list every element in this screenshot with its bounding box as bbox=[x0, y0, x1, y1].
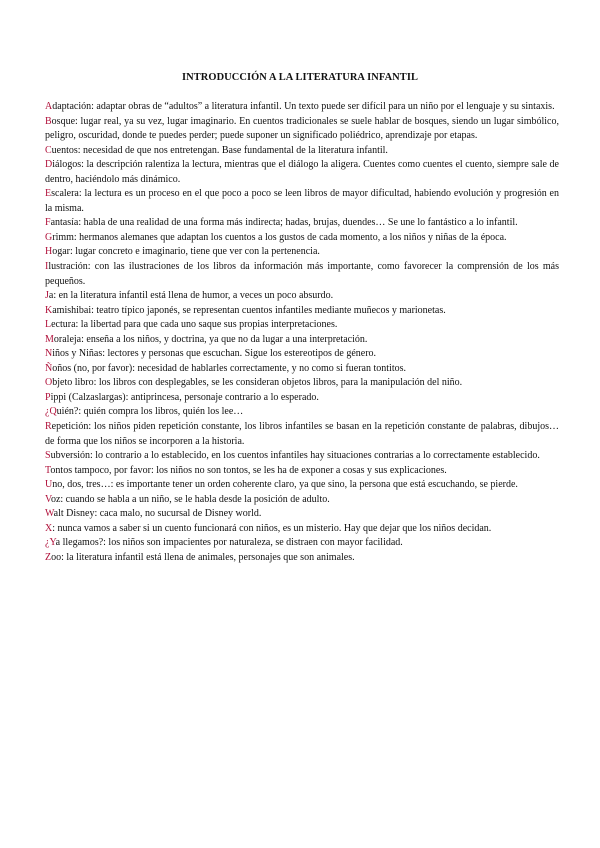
entry-text: iños y Niñas: lectores y personas que escuchan. Sigue los estereotipos de género. bbox=[52, 348, 377, 360]
entry-text: lustración: con las ilustraciones de los libros da información más importante, como favorecer la comprensión de los más pequeños. bbox=[45, 261, 559, 287]
entry-text: antasía: habla de una realidad de una forma más indirecta; hadas, brujas, duendes… Se une lo fantástico a lo infantil. bbox=[50, 217, 518, 229]
glossary-entry bbox=[45, 318, 559, 333]
entry-text: : nunca vamos a saber si un cuento funcionará con niños, es un misterio. Hay que dejar que los niños decidan. bbox=[52, 522, 492, 534]
entry-text: daptación: adaptar obras de “adultos” a literatura infantil. Un texto puede ser difícil para un niño por el lenguaje y su sintaxis. bbox=[52, 101, 555, 112]
entry-initial: F bbox=[45, 217, 51, 229]
entry-initial: D bbox=[45, 159, 53, 171]
entry-initial: I bbox=[45, 261, 49, 273]
glossary-list bbox=[45, 100, 559, 566]
entry-text: no, dos, tres…: es importante tener un orden coherente claro, ya que sino, la persona que está escuchando, se pierde. bbox=[52, 479, 518, 491]
entry-text: ogar: lugar concreto e imaginario, tiene que ver con la pertenencia. bbox=[52, 246, 320, 258]
entry-initial: M bbox=[45, 333, 54, 345]
glossary-entry bbox=[45, 187, 559, 216]
entry-initial: C bbox=[45, 144, 52, 156]
glossary-entry bbox=[45, 231, 559, 246]
glossary-entry bbox=[45, 216, 559, 231]
glossary-entry bbox=[45, 115, 559, 144]
glossary-entry bbox=[45, 478, 559, 493]
entry-initial: E bbox=[45, 188, 52, 200]
glossary-entry bbox=[45, 405, 559, 420]
entry-text: epetición: los niños piden repetición constante, los libros infantiles se basan en la repetición constante de palabras, dibujos… de forma que los niños se incorporen a la historia. bbox=[45, 421, 559, 447]
entry-text: oraleja: enseña a los niños, y doctrina, ya que no da lugar a una interpretación. bbox=[53, 333, 368, 345]
glossary-entry bbox=[45, 391, 559, 406]
entry-text: a llegamos?: los niños son impacientes por naturaleza, se distraen con mayor facilidad. bbox=[55, 537, 403, 549]
entry-initial: S bbox=[45, 450, 51, 462]
glossary-entry bbox=[45, 144, 559, 159]
entry-initial: X bbox=[45, 522, 53, 534]
glossary-entry bbox=[45, 100, 559, 115]
entry-text: scalera: la lectura es un proceso en el que poco a poco se leen libros de mayor dificultad, habiendo evolución y progresión en la misma. bbox=[45, 188, 559, 214]
entry-initial: V bbox=[45, 493, 51, 505]
entry-initial: P bbox=[45, 391, 51, 403]
entry-initial: G bbox=[45, 231, 53, 243]
entry-initial: ¿Q bbox=[45, 406, 57, 418]
entry-initial: L bbox=[45, 319, 52, 331]
entry-initial: J bbox=[45, 290, 49, 302]
glossary-entry bbox=[45, 507, 559, 522]
glossary-entry bbox=[45, 522, 559, 537]
entry-initial: B bbox=[45, 115, 52, 127]
entry-initial: ¿Y bbox=[45, 537, 56, 549]
entry-initial: W bbox=[45, 508, 54, 520]
entry-text: oños (no, por favor): necesidad de hablarles correctamente, y no como si fueran tontitos. bbox=[52, 362, 407, 374]
entry-text: bjeto libro: los libros con desplegables, se les consideran objetos libros, para la manipulación del niño. bbox=[52, 377, 463, 389]
entry-initial: H bbox=[45, 246, 53, 258]
entry-initial: Z bbox=[45, 551, 52, 563]
document-title: INTRODUCCIÓN A LA LITERATURA INFANTIL bbox=[182, 72, 418, 83]
entry-initial: O bbox=[45, 377, 53, 389]
entry-initial: N bbox=[45, 348, 53, 360]
glossary-entry bbox=[45, 289, 559, 304]
entry-initial: A bbox=[45, 101, 53, 112]
entry-text: ontos tampoco, por favor: los niños no son tontos, se les ha de exponer a cosas y sus explicaciones. bbox=[50, 464, 447, 476]
entry-initial: T bbox=[45, 464, 51, 476]
glossary-entry bbox=[45, 362, 559, 377]
entry-text: ippi (Calzaslargas): antiprincesa, personaje contrario a lo esperado. bbox=[50, 391, 319, 403]
entry-initial: U bbox=[45, 479, 53, 491]
glossary-entry bbox=[45, 158, 559, 187]
entry-text: a: en la literatura infantil está llena de humor, a veces un poco absurdo. bbox=[48, 290, 334, 302]
entry-text: ectura: la libertad para que cada uno saque sus propias interpretaciones. bbox=[51, 319, 338, 331]
entry-text: alt Disney: caca malo, no sucursal de Disney world. bbox=[53, 508, 262, 520]
entry-text: ubversión: lo contrario a lo establecido, en los cuentos infantiles hay situaciones contrarias a lo correctamente establecido. bbox=[50, 450, 540, 462]
glossary-entry bbox=[45, 260, 559, 289]
glossary-entry bbox=[45, 551, 559, 566]
entry-text: uentos: necesidad de que nos entretengan. Base fundamental de la literatura infantil. bbox=[51, 144, 388, 156]
entry-text: uién?: quién compra los libros, quién los lee… bbox=[56, 406, 244, 418]
glossary-entry bbox=[45, 333, 559, 348]
glossary-entry bbox=[45, 420, 559, 449]
entry-text: iálogos: la descripción ralentiza la lectura, mientras que el diálogo la aligera. Cuentes como cuentes el cuento, siempre sale de dentro, haciéndolo más dinámico. bbox=[45, 159, 559, 185]
entry-initial: Ñ bbox=[45, 362, 53, 374]
glossary-entry bbox=[45, 376, 559, 391]
entry-text: oz: cuando se habla a un niño, se le habla desde la posición de adulto. bbox=[50, 493, 330, 505]
glossary-entry bbox=[45, 493, 559, 508]
glossary-entry bbox=[45, 449, 559, 464]
entry-text: oo: la literatura infantil está llena de animales, personajes que son animales. bbox=[51, 551, 355, 563]
entry-text: osque: lugar real, ya su vez, lugar imaginario. En cuentos tradicionales se suele hablar de bosques, siendo un lugar simbólico, peligro, oscuridad, donde te puedes perder; puede suponer un significado poliédrico, aprendizaje por etapas. bbox=[45, 115, 559, 142]
glossary-entry bbox=[45, 536, 559, 551]
entry-text: rimm: hermanos alemanes que adaptan los cuentos a los gustos de cada momento, a los niños y niñas de la época. bbox=[52, 231, 507, 243]
glossary-entry bbox=[45, 347, 559, 362]
entry-text: amishibai: teatro típico japonés, se representan cuentos infantiles mediante muñecos y marionetas. bbox=[52, 304, 446, 316]
glossary-entry bbox=[45, 245, 559, 260]
entry-initial: R bbox=[45, 421, 52, 433]
entry-initial: K bbox=[45, 304, 53, 316]
glossary-entry bbox=[45, 464, 559, 479]
glossary-entry bbox=[45, 304, 559, 319]
